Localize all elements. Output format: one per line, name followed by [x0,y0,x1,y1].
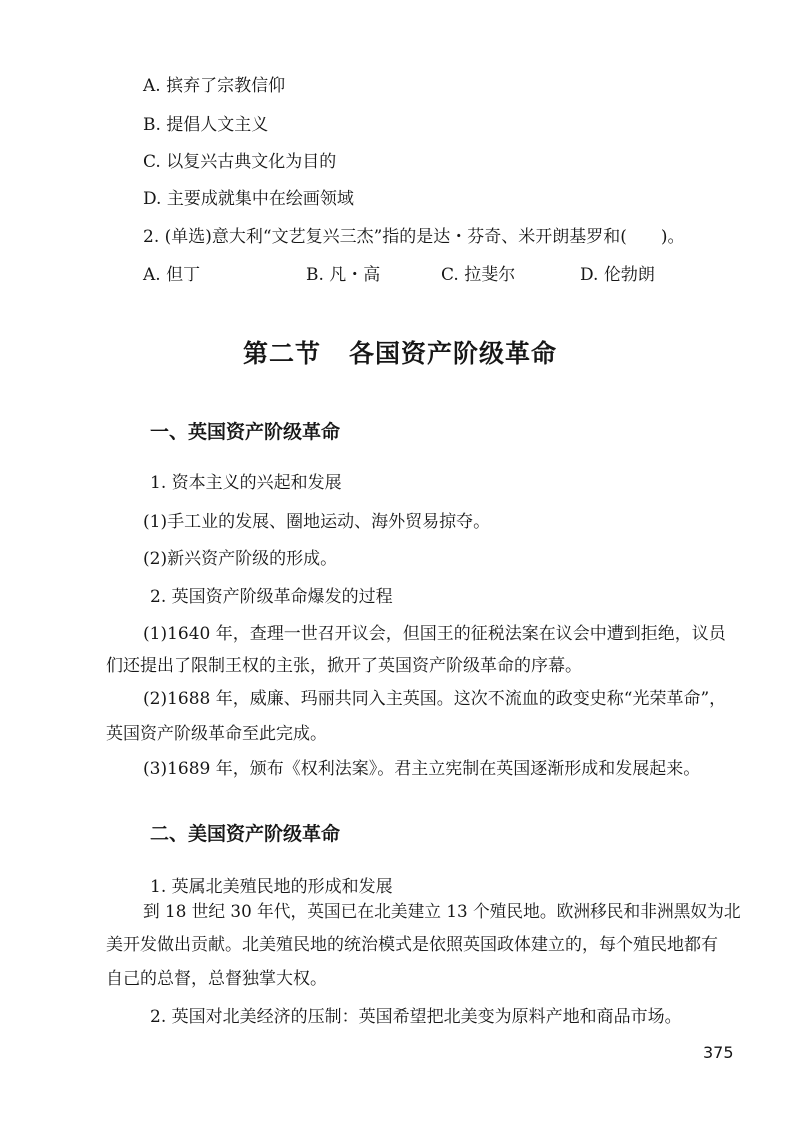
option-line: C. 以复兴古典文化为目的 [143,152,337,172]
subsection-heading: 一、英国资产阶级革命 [150,421,341,443]
options-row [0,264,800,286]
paragraph-line: 英国资产阶级革命至此完成。 [106,724,327,744]
point-line: (1)手工业的发展、圈地运动、海外贸易掠夺。 [143,512,491,532]
paragraph-line: 自己的总督，总督独掌大权。 [106,969,327,989]
item-title: 1. 英属北美殖民地的形成和发展 [150,877,393,897]
option-line: B. 提倡人文主义 [143,115,269,135]
option-line: A. 摈弃了宗教信仰 [143,76,286,96]
paragraph-line: 美开发做出贡献。北美殖民地的统治模式是依照英国政体建立的，每个殖民地都有 [106,935,718,955]
section-name: 各国资产阶级革命 [349,339,558,368]
paragraph-line: (1)1640 年，查理一世召开议会，但国王的征税法案在议会中遭到拒绝，议员 [143,624,726,644]
paragraph-line: (3)1689 年，颁布《权利法案》。君主立宪制在英国逐渐形成和发展起来。 [143,759,701,779]
page-number: 375 [703,1043,734,1062]
paragraph-line: 到 18 世纪 30 年代，英国已在北美建立 13 个殖民地。欧洲移民和非洲黑奴为北 [143,902,741,922]
option-d: D. 伦勃朗 [580,265,655,285]
option-line: D. 主要成就集中在绘画领域 [143,189,354,209]
option-a: A. 但丁 [143,265,201,285]
item-title: 2. 英国对北美经济的压制：英国希望把北美变为原料产地和商品市场。 [150,1007,682,1027]
option-c: C. 拉斐尔 [441,265,516,285]
section-title [0,338,800,370]
item-title: 2. 英国资产阶级革命爆发的过程 [150,587,393,607]
paragraph-line: 们还提出了限制王权的主张，掀开了英国资产阶级革命的序幕。 [106,656,582,676]
section-number: 第二节 [242,339,321,368]
subsection-heading: 二、美国资产阶级革命 [150,823,341,845]
option-b: B. 凡・高 [306,265,381,285]
paragraph-line: (2)1688 年，威廉、玛丽共同入主英国。这次不流血的政变史称“光荣革命”， [143,689,727,709]
point-line: (2)新兴资产阶级的形成。 [143,549,338,569]
item-title: 1. 资本主义的兴起和发展 [150,473,342,493]
question-stem: 2. (单选)意大利“文艺复兴三杰”指的是达・芬奇、米开朗基罗和( )。 [143,227,685,247]
